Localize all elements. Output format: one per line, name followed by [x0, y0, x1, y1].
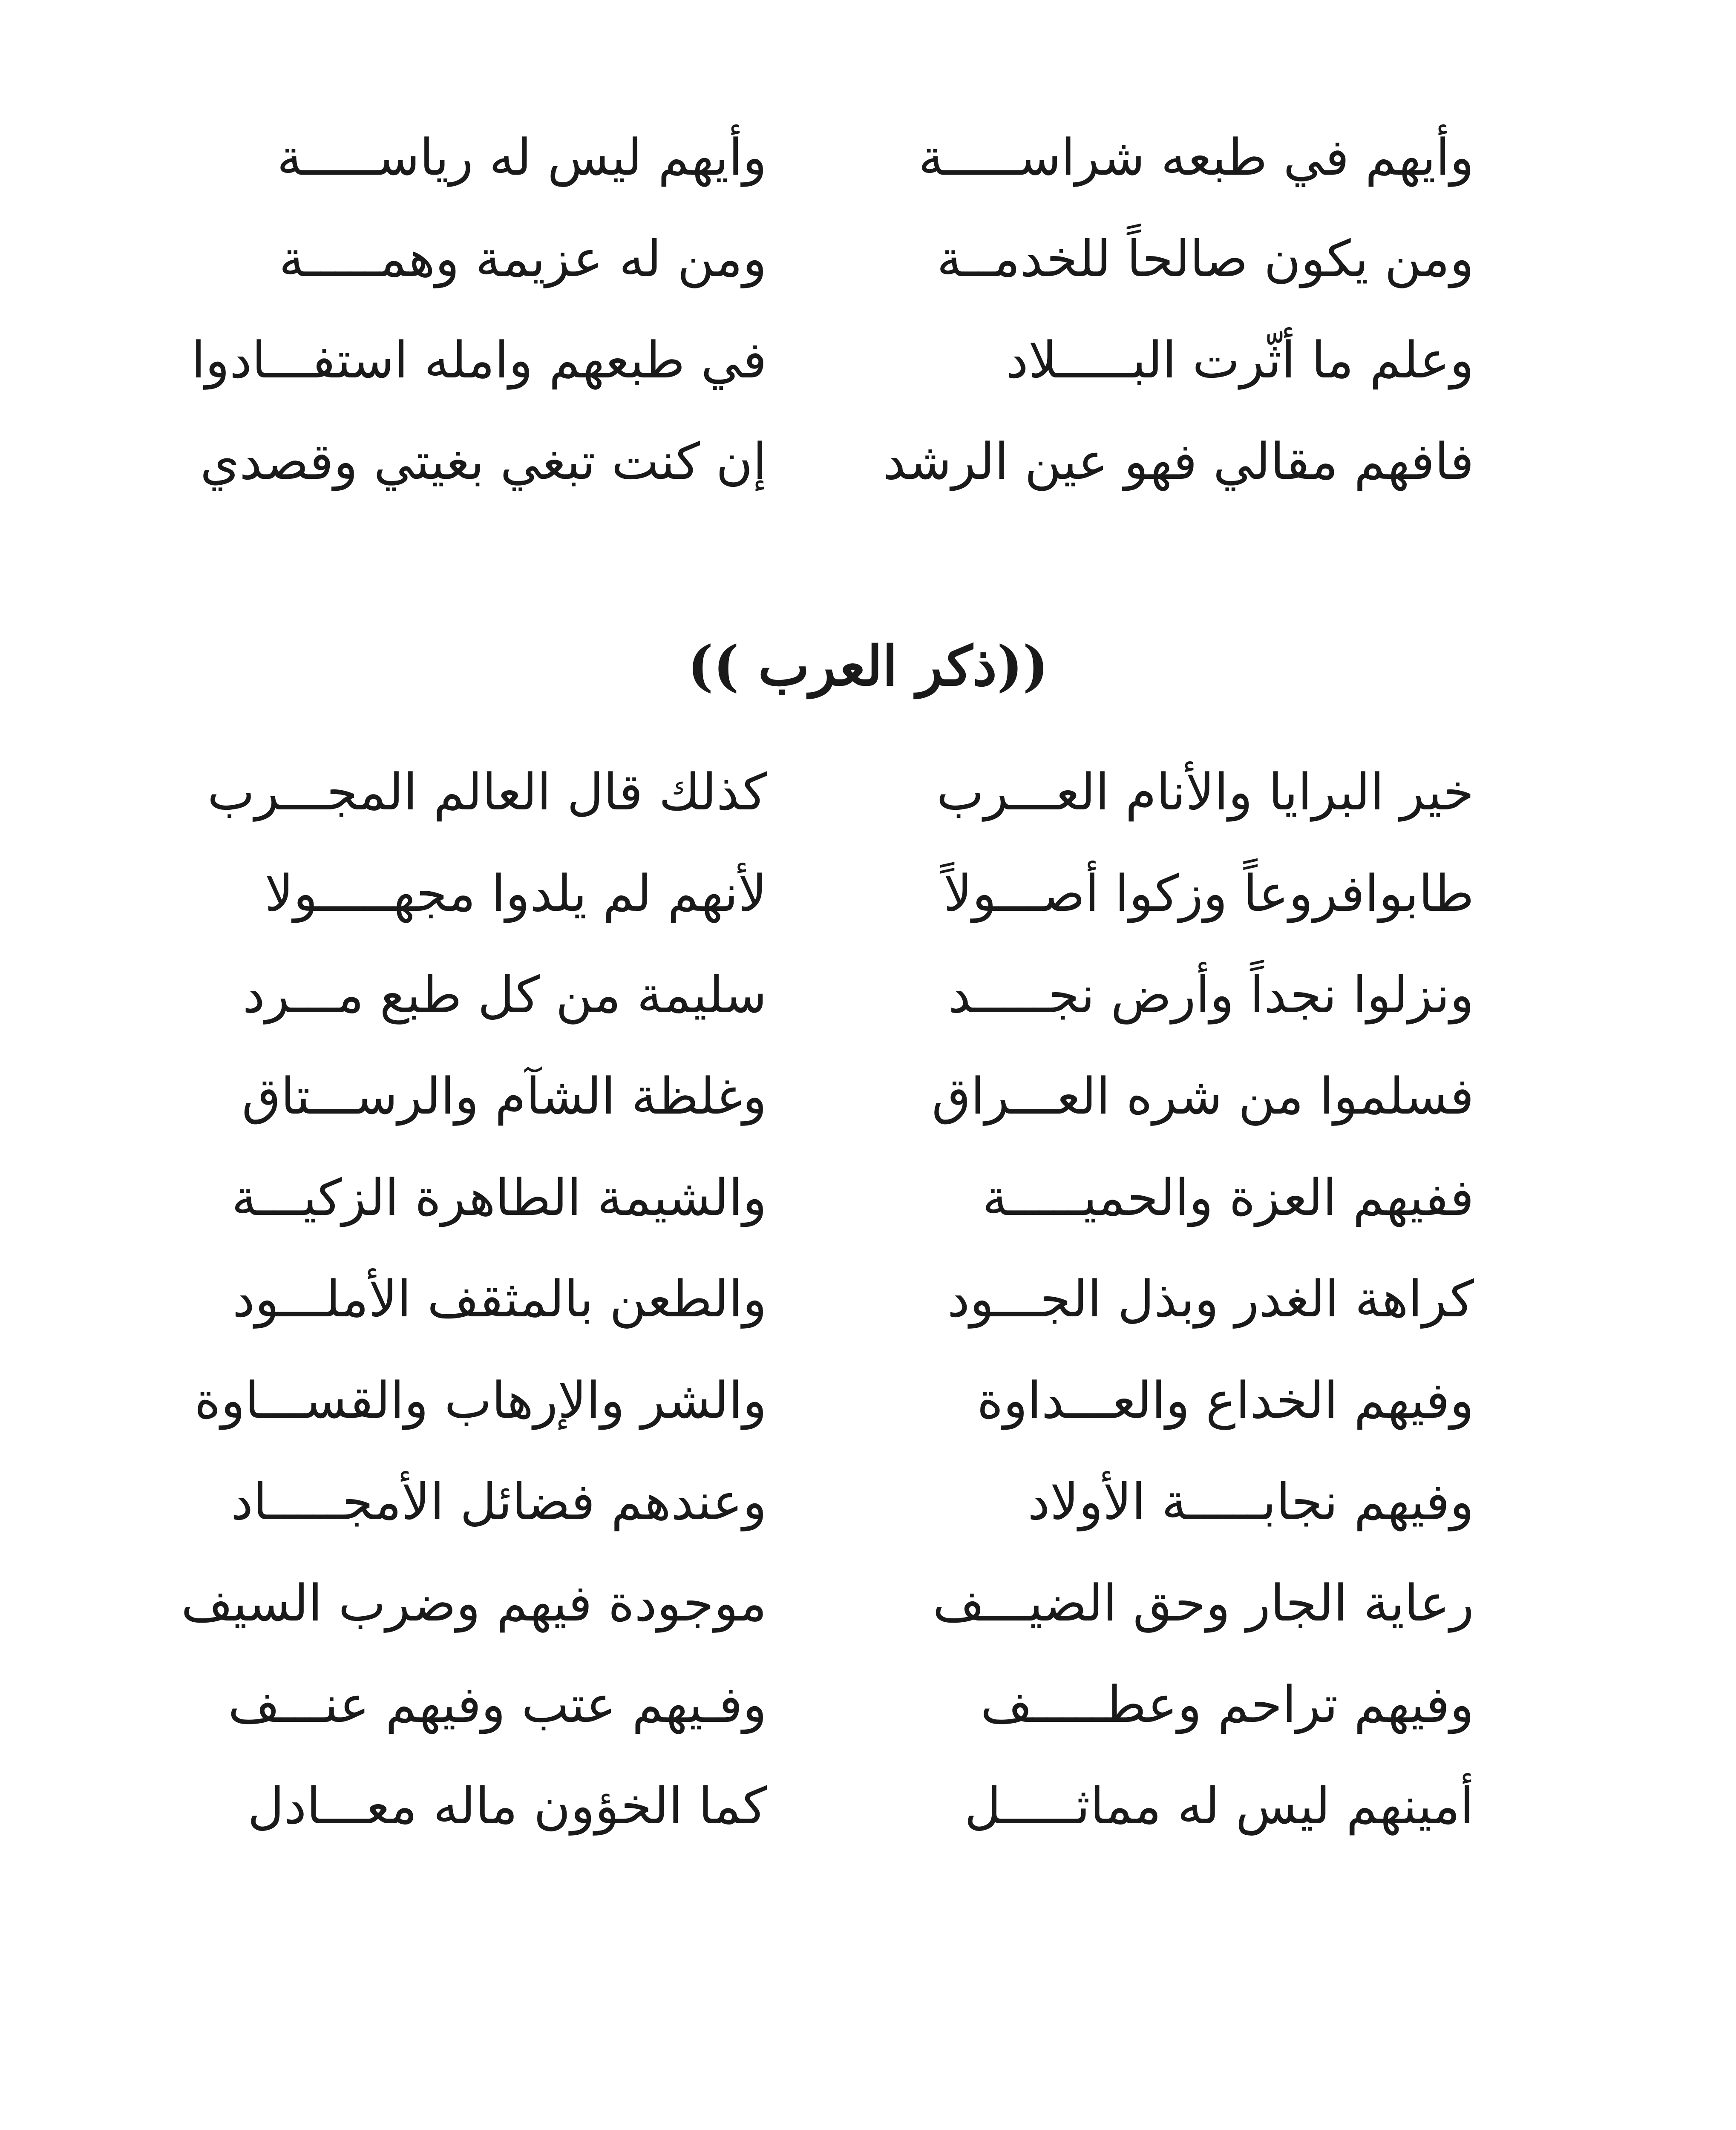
poem-stanza-top — [191, 106, 1474, 512]
verse-line — [200, 411, 1474, 512]
verse-line — [207, 741, 1474, 843]
first-hemistich: وفيهم نجابـــــة الأولاد — [1028, 1472, 1474, 1531]
verse-line — [191, 309, 1474, 411]
first-hemistich: ونزلوا نجداً وأرض نجـــــد — [948, 965, 1474, 1024]
first-hemistich: خير البرايا والأنام العـــرب — [936, 763, 1474, 821]
second-hemistich: كذلك قال العالم المجـــرب — [207, 763, 767, 821]
poem-stanza-main — [181, 741, 1474, 1857]
verse-line — [256, 106, 1474, 208]
first-hemistich: وفيهم تراحم وعطـــــف — [980, 1675, 1474, 1734]
second-hemistich: والشر والإرهاب والقســـاوة — [194, 1371, 767, 1430]
first-hemistich: وفيهم الخداع والعـــداوة — [977, 1371, 1474, 1430]
first-hemistich: وعلم ما أثّرت البـــــلاد — [1006, 331, 1474, 389]
second-hemistich: إن كنت تبغي بغيتي وقصدي — [200, 432, 767, 491]
verse-line — [181, 1552, 1474, 1654]
first-hemistich: فافهم مقالي فهو عين الرشد — [883, 432, 1474, 491]
verse-line — [231, 1147, 1474, 1248]
verse-line — [228, 1654, 1474, 1755]
second-hemistich: والطعن بالمثقف الأملـــود — [232, 1269, 767, 1328]
second-hemistich: وعندهم فضائل الأمجـــــاد — [230, 1472, 767, 1531]
verse-line — [242, 1045, 1474, 1147]
first-hemistich: طابوافروعاً وزكوا أصـــولاً — [943, 864, 1474, 923]
verse-line — [232, 1248, 1474, 1350]
second-hemistich: وأيهم ليس له رياســـــة — [276, 128, 767, 187]
first-hemistich: أمينهم ليس له مماثـــــل — [964, 1776, 1474, 1835]
verse-line — [256, 208, 1474, 309]
second-hemistich: كما الخؤون ماله معـــادل — [248, 1776, 767, 1835]
first-hemistich: رعاية الجار وحق الضيـــف — [933, 1574, 1474, 1632]
second-hemistich: والشيمة الطاهرة الزكيـــة — [231, 1168, 767, 1227]
second-hemistich: ومن له عزيمة وهمـــــة — [279, 229, 767, 288]
verse-line — [256, 843, 1474, 944]
second-hemistich: وفـيهم عتب وفيهم عنـــف — [228, 1675, 767, 1734]
first-hemistich: ومن يكون صالحاً للخدمــة — [936, 229, 1474, 288]
second-hemistich: موجودة فيهم وضرب السيف — [181, 1574, 767, 1632]
second-hemistich: سليمة من كل طبع مـــرد — [242, 965, 767, 1024]
first-hemistich: ففيهم العزة والحميـــــة — [982, 1168, 1474, 1227]
verse-line — [194, 1350, 1474, 1451]
first-hemistich: كراهة الغدر وبذل الجـــود — [947, 1269, 1474, 1328]
first-hemistich: فسلموا من شره العـــراق — [932, 1067, 1474, 1125]
second-hemistich: وغلظة الشآم والرســـتاق — [242, 1067, 767, 1125]
verse-line — [242, 944, 1474, 1045]
second-hemistich: في طبعهم وامله استفـــادوا — [191, 331, 767, 389]
verse-line — [230, 1451, 1474, 1552]
first-hemistich: وأيهم في طبعه شراســـــة — [918, 128, 1474, 187]
second-hemistich: لأنهم لم يلدوا مجهـــــولا — [265, 864, 767, 923]
section-title: ((ذكر العرب )) — [687, 634, 1049, 698]
verse-line — [248, 1755, 1474, 1857]
